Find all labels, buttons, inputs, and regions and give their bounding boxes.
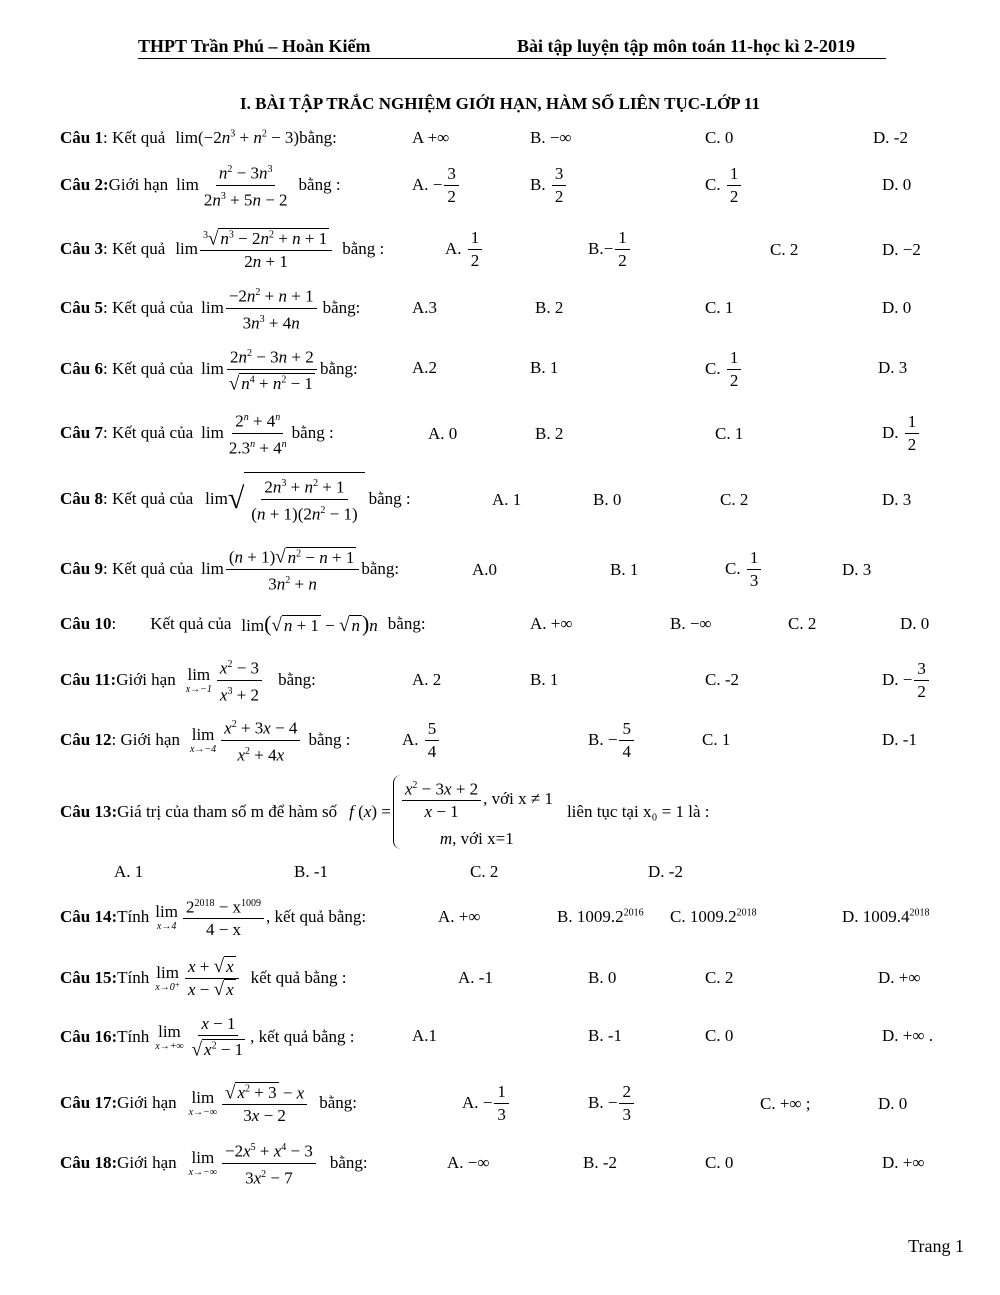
q7-answer-a: A. 0 [428,424,458,443]
q15-answer-d: D. +∞ [878,968,921,987]
question-8: Câu 8 : Kết quả của lim √ $\frac{2n^3 + n^2 + 1}{(n + 1)(2n^2 - 1)}$ bằng : [60,472,411,526]
q16-answer-d: D. +∞ . [882,1026,933,1045]
q10-answer-b: B. −∞ [670,614,712,633]
q3-answer-d: D. −2 [882,240,921,259]
q8-answer-c: C. 2 [720,490,749,509]
q12-answer-d: D. -1 [882,730,917,749]
question-5: Câu 5 : Kết quả của lim $\frac{-2n^2 + n + 1}{3n^3 + 4n}$ bằng: [60,285,360,331]
q5-answer-b: B. 2 [535,298,564,317]
q18-answer-c: C. 0 [705,1153,734,1172]
q10-answer-c: C. 2 [788,614,817,633]
question-16: Câu 16: Tính lim x→+∞ $\frac{x - 1}{√ x^2 - 1}$ , kết quả bằng : [60,1013,355,1061]
q3-answer-a: A. $\frac{1}{2}$ [445,226,484,272]
q11-answer-b: B. 1 [530,670,559,689]
q15-answer-c: C. 2 [705,968,734,987]
q7-answer-b: B. 2 [535,424,564,443]
q13-answer-d: D. -2 [648,862,683,881]
question-17: Câu 17: Giới hạn lim x→−∞ $\frac{√ x^2 + 3 - x}{3x - 2}$ bằng: [60,1078,357,1128]
header-rule [138,58,886,59]
q12-answer-c: C. 1 [702,730,731,749]
q2-answer-c: C. $\frac{1}{2}$ [705,162,743,208]
q3-answer-b: B. − $\frac{1}{2}$ [588,226,632,272]
q2-answer-b: B. $\frac{3}{2}$ [530,162,568,208]
q14-answer-b: B. $1009.2^{2016}$ [557,907,644,926]
question-13: Câu 13: Giá trị của tham số m để hàm số f (x) = $\frac{x^2 - 3x + 2}{x - 1}$ , với x ≠ 1 m, với x=1 liên tục tại x₀ = 1 là : [60,772,709,852]
page-number: Trang 1 [908,1236,964,1256]
q18-answer-d: D. +∞ [882,1153,925,1172]
q5-answer-a: A.3 [412,298,438,317]
q16-answer-a: A.1 [412,1026,438,1045]
question-9: Câu 9 : Kết quả của lim $\frac{(n + 1)√ n^2 - n + 1}{3n^2 + n}$ bằng: [60,544,399,594]
question-14: Câu 14: Tính lim x→4 $\frac{2^{2018} - x^{1009}}{4 - x}$ , kết quả bằng: [60,892,366,942]
q13-answer-c: C. 2 [470,862,499,881]
q1-answer-b: B. −∞ [530,128,572,147]
q13-answer-a: A. 1 [114,862,144,881]
q18-answer-a: A. −∞ [447,1153,490,1172]
q2-answer-d: D. 0 [882,175,912,194]
q8-answer-a: A. 1 [492,490,522,509]
question-3: Câu 3 : Kết quả lim $\frac{^3√ n^3 - 2n^2 + n + 1}{2n + 1}$ bằng : [60,224,384,274]
q1-answer-c: C. 0 [705,128,734,147]
question-12: Câu 12 : Giới hạn lim x→−4 $\frac{x^2 + 3x - 4}{x^2 + 4x}$ bằng : [60,716,350,764]
q17-answer-c: C. +∞ ; [760,1094,811,1113]
q14-answer-d: D. $1009.4^{2018}$ [842,907,930,926]
q10-answer-d: D. 0 [900,614,930,633]
q1-answer-a: A +∞ [412,128,450,147]
q7-answer-d: D. $\frac{1}{2}$ [882,410,921,456]
q7-answer-c: C. 1 [715,424,744,443]
q10-answer-a: A. +∞ [530,614,573,633]
q9-answer-d: D. 3 [842,560,872,579]
question-7: Câu 7 : Kết quả của lim $\frac{2^n + 4^n}{2.3^n + 4^n}$ bằng : [60,410,334,456]
q6-answer-c: C. $\frac{1}{2}$ [705,346,743,392]
q13-answer-b: B. -1 [294,862,328,881]
q14-answer-c: C. $1009.2^{2018}$ [670,907,757,926]
q9-answer-c: C. $\frac{1}{3}$ [725,546,763,592]
q8-answer-b: B. 0 [593,490,622,509]
q5-answer-c: C. 1 [705,298,734,317]
q17-answer-a: A. − $\frac{1}{3}$ [462,1080,511,1126]
q2-answer-a: A. − $\frac{3}{2}$ [412,162,461,208]
question-10: Câu 10 : Kết quả của lim(√ n + 1 − √ n)n bằng: [60,611,426,636]
q9-answer-b: B. 1 [610,560,639,579]
q17-answer-d: D. 0 [878,1094,908,1113]
question-2: Câu 2: Giới hạn lim $\frac{n^2 - 3n^3}{2n^3 + 5n - 2}$ bằng : [60,162,341,208]
q6-answer-a: A.2 [412,358,438,377]
question-6: Câu 6 : Kết quả của lim $\frac{2n^2 - 3n + 2}{√ n^4 + n^2 - 1}$ bằng: [60,344,358,394]
q18-answer-b: B. -2 [583,1153,617,1172]
section-title: I. BÀI TẬP TRẮC NGHIỆM GIỚI HẠN, HÀM SỐ LIÊN TỤC-LỚP 11 [239,94,760,113]
question-18: Câu 18: Giới hạn lim x→−∞ $\frac{-2x^5 + x^4 - 3}{3x^2 - 7}$ bằng: [60,1138,368,1188]
q15-answer-a: A. -1 [458,968,493,987]
q3-answer-c: C. 2 [770,240,799,259]
q14-answer-a: A. +∞ [438,907,481,926]
question-11: Câu 11: Giới hạn lim x→−1 $\frac{x^2 - 3}{x^3 + 2}$ bằng: [60,656,316,704]
q6-answer-d: D. 3 [878,358,908,377]
q17-answer-b: B. − $\frac{2}{3}$ [588,1080,636,1126]
header-subject: Bài tập luyện tập môn toán 11-học kì 2-2019 [517,36,856,56]
q11-answer-d: D. − $\frac{3}{2}$ [882,656,931,704]
question-15: Câu 15: Tính lim x→0⁺ $\frac{x + √ x}{x - √ x}$ kết quả bằng : [60,955,347,1000]
q12-answer-a: A. $\frac{5}{4}$ [402,716,441,764]
q11-answer-c: C. -2 [705,670,739,689]
q9-answer-a: A.0 [472,560,498,579]
q16-answer-b: B. -1 [588,1026,622,1045]
q6-answer-b: B. 1 [530,358,559,377]
q15-answer-b: B. 0 [588,968,617,987]
q12-answer-b: B. − $\frac{5}{4}$ [588,716,636,764]
question-1: Câu 1 : Kết quả $\lim(-2n^3 + n^2 - 3)$ bằng: [60,128,337,147]
q11-answer-a: A. 2 [412,670,442,689]
q1-answer-d: D. -2 [873,128,908,147]
header-school: THPT Trần Phú – Hoàn Kiếm [138,36,371,56]
q5-answer-d: D. 0 [882,298,912,317]
q8-answer-d: D. 3 [882,490,912,509]
q16-answer-c: C. 0 [705,1026,734,1045]
